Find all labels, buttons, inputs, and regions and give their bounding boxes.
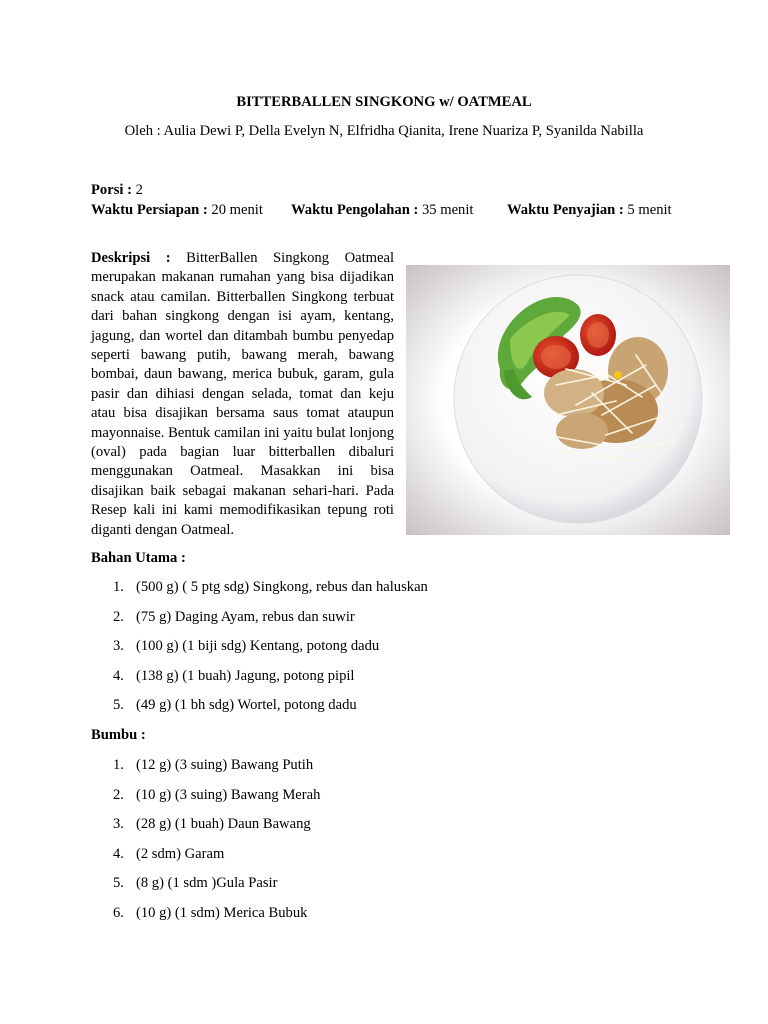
porsi-value: 2 bbox=[135, 182, 143, 198]
porsi-line bbox=[91, 181, 143, 200]
item-number: 1. bbox=[113, 757, 124, 773]
item-text: (10 g) (1 sdm) Merica Bubuk bbox=[136, 904, 308, 921]
item-number: 2. bbox=[113, 786, 124, 803]
item-text: (500 g) ( 5 ptg sdg) Singkong, rebus dan haluskan bbox=[136, 579, 428, 595]
item-number: 3. bbox=[113, 638, 124, 655]
waktu-penyajian bbox=[507, 201, 672, 220]
item-text: (138 g) (1 buah) Jagung, potong pipil bbox=[136, 667, 355, 684]
bahan-utama-heading: Bahan Utama : bbox=[91, 550, 186, 566]
item-number: 5. bbox=[113, 875, 124, 892]
item-number: 5. bbox=[113, 697, 124, 714]
item-number: 4. bbox=[113, 667, 124, 684]
deskripsi-paragraph bbox=[91, 249, 394, 540]
waktu-line bbox=[91, 201, 672, 220]
item-text: (2 sdm) Garam bbox=[136, 845, 225, 862]
item-number: 2. bbox=[113, 608, 124, 625]
waktu-persiapan-value: 20 menit bbox=[211, 202, 263, 218]
deskripsi-label: Deskripsi : bbox=[91, 250, 171, 266]
item-text: (100 g) (1 biji sdg) Kentang, potong dadu bbox=[136, 638, 380, 655]
item-text: (8 g) (1 sdm )Gula Pasir bbox=[136, 875, 278, 892]
waktu-pengolahan bbox=[291, 201, 473, 220]
item-number: 4. bbox=[113, 845, 124, 862]
item-number: 3. bbox=[113, 816, 124, 833]
recipe-title: BITTERBALLEN SINGKONG w/ OATMEAL bbox=[236, 94, 532, 110]
waktu-penyajian-label: Waktu Penyajian : bbox=[507, 202, 624, 218]
item-text: (75 g) Daging Ayam, rebus dan suwir bbox=[136, 608, 355, 625]
item-text: (12 g) (3 suing) Bawang Putih bbox=[136, 757, 314, 773]
item-number: 6. bbox=[113, 904, 124, 921]
authors-line: Oleh : Aulia Dewi P, Della Evelyn N, Elfridha Qianita, Irene Nuariza P, Syanilda Nabilla bbox=[124, 123, 644, 139]
waktu-penyajian-value: 5 menit bbox=[627, 202, 672, 218]
bumbu-heading: Bumbu : bbox=[91, 727, 146, 743]
item-text: (10 g) (3 suing) Bawang Merah bbox=[136, 786, 321, 803]
waktu-pengolahan-label: Waktu Pengolahan : bbox=[291, 202, 419, 218]
waktu-persiapan-label: Waktu Persiapan : bbox=[91, 202, 208, 218]
porsi-label: Porsi : bbox=[91, 182, 132, 198]
food-photo bbox=[406, 265, 730, 535]
item-number: 1. bbox=[113, 579, 124, 595]
deskripsi-text: BitterBallen Singkong Oatmeal merupakan makanan rumahan yang bisa dijadikan snack atau camilan. Bitterballen Singkong terbuat dari bahan singkong dengan isi ayam, kentang, jagung, dan wortel dan ditambah bumbu penyedap seperti bawang putih, bawang merah, bawang bombai, daun bawang, merica bubuk, garam, gula pasir dan dihiasi dengan selada, tomat dan keju atau bisa disajikan bersama saus tomat ataupun mayonnaise. Bentuk camilan ini yaitu bulat lonjong (oval) pada bagian luar bitterballen dibaluri menggunakan Oatmeal. Masakkan ini bisa disajikan baik sebagai makanan sehari-hari. Pada Resep kali ini kami memodifikasikan tepung roti diganti dengan Oatmeal. bbox=[91, 250, 394, 538]
item-text: (28 g) (1 buah) Daun Bawang bbox=[136, 816, 311, 833]
waktu-persiapan bbox=[91, 202, 263, 218]
item-text: (49 g) (1 bh sdg) Wortel, potong dadu bbox=[136, 697, 357, 714]
waktu-pengolahan-value: 35 menit bbox=[421, 202, 474, 218]
